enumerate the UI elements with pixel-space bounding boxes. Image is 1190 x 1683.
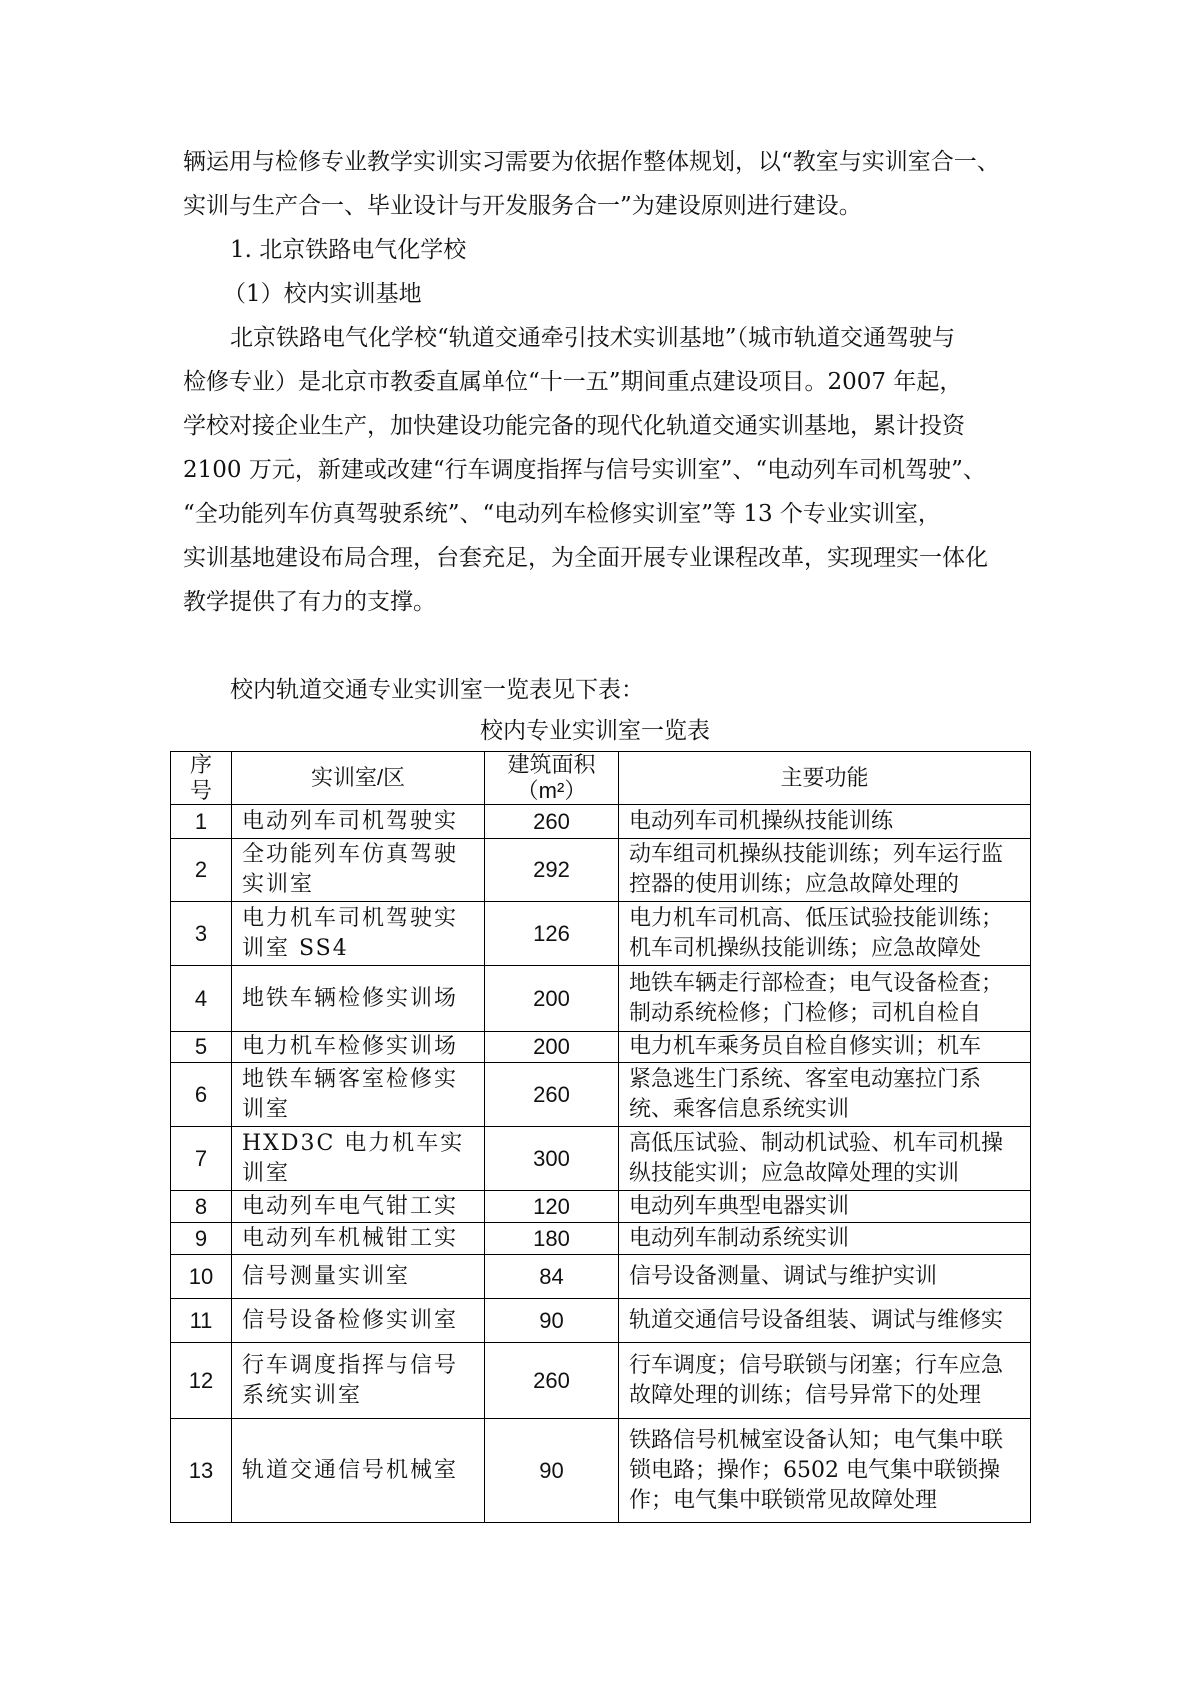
cell-no: 12 <box>171 1343 232 1419</box>
heading-school: 1. 北京铁路电气化学校 <box>230 237 467 263</box>
text-line: “全功能列车仿真驾驶系统”、“电动列车检修实训室”等 13 个专业实训室， <box>183 501 941 527</box>
cell-no: 9 <box>171 1223 232 1255</box>
body-paragraph <box>183 316 1019 624</box>
cell-area: 120 <box>485 1191 619 1223</box>
cell-no: 13 <box>171 1419 232 1523</box>
cell-function: 信号设备测量、调试与维护实训 <box>619 1255 1031 1299</box>
text-line: 实训基地建设布局合理，台套充足，为全面开展专业课程改革，实现理实一体化 <box>183 545 988 571</box>
text-line: 北京铁路电气化学校“轨道交通牵引技术实训基地”（城市轨道交通驾驶与 <box>230 325 956 351</box>
table-row <box>171 1223 1031 1255</box>
heading-training-base: （1）校内实训基地 <box>223 281 422 307</box>
cell-function: 电动列车典型电器实训 <box>619 1191 1031 1223</box>
table-row <box>171 1419 1031 1523</box>
text-line: 实训与生产合一、毕业设计与开发服务合一”为建设原则进行建设。 <box>183 193 862 219</box>
table-row <box>171 1063 1031 1127</box>
cell-function: 电力机车乘务员自检自修实训；机车 <box>619 1032 1031 1063</box>
training-room-table <box>170 751 1031 1523</box>
cell-name: 信号设备检修实训室 <box>232 1299 485 1343</box>
cell-no: 10 <box>171 1255 232 1299</box>
table-row <box>171 1299 1031 1343</box>
cell-area: 90 <box>485 1299 619 1343</box>
cell-function: 电动列车制动系统实训 <box>619 1223 1031 1255</box>
table-row <box>171 1032 1031 1063</box>
header-area: 建筑面积（m²） <box>485 752 619 805</box>
text-line: 检修专业）是北京市教委直属单位“十一五”期间重点建设项目。2007 年起， <box>183 369 963 395</box>
cell-function: 动车组司机操纵技能训练；列车运行监控器的使用训练；应急故障处理的 <box>619 839 1031 902</box>
table-row <box>171 1127 1031 1191</box>
cell-no: 4 <box>171 966 232 1032</box>
cell-function: 电动列车司机操纵技能训练 <box>619 805 1031 839</box>
cell-area: 126 <box>485 902 619 966</box>
cell-area: 260 <box>485 805 619 839</box>
cell-no: 6 <box>171 1063 232 1127</box>
header-no: 序号 <box>171 752 232 805</box>
cell-name: 电动列车机械钳工实 <box>232 1223 485 1255</box>
cell-no: 3 <box>171 902 232 966</box>
cell-area: 180 <box>485 1223 619 1255</box>
cell-name: 地铁车辆客室检修实训室 <box>232 1063 485 1127</box>
cell-no: 11 <box>171 1299 232 1343</box>
text-line: 2100 万元，新建或改建“行车调度指挥与信号实训室”、“电动列车司机驾驶”、 <box>183 457 986 483</box>
text-line: 学校对接企业生产，加快建设功能完备的现代化轨道交通实训基地，累计投资 <box>183 413 965 439</box>
cell-function: 轨道交通信号设备组装、调试与维修实 <box>619 1299 1031 1343</box>
header-name: 实训室/区 <box>232 752 485 805</box>
cell-name: 地铁车辆检修实训场 <box>232 966 485 1032</box>
cell-name: 全功能列车仿真驾驶实训室 <box>232 839 485 902</box>
cell-no: 2 <box>171 839 232 902</box>
table-intro: 校内轨道交通专业实训室一览表见下表： <box>230 677 644 703</box>
cell-area: 260 <box>485 1063 619 1127</box>
cell-area: 200 <box>485 1032 619 1063</box>
cell-no: 5 <box>171 1032 232 1063</box>
table-title: 校内专业实训室一览表 <box>480 718 710 744</box>
cell-no: 1 <box>171 805 232 839</box>
table-row <box>171 805 1031 839</box>
cell-area: 200 <box>485 966 619 1032</box>
cell-name: 轨道交通信号机械室 <box>232 1419 485 1523</box>
table-row <box>171 1191 1031 1223</box>
cell-function: 紧急逃生门系统、客室电动塞拉门系统、乘客信息系统实训 <box>619 1063 1031 1127</box>
cell-no: 7 <box>171 1127 232 1191</box>
cell-name: 电力机车检修实训场 <box>232 1032 485 1063</box>
cell-name: HXD3C 电力机车实训室 <box>232 1127 485 1191</box>
table-row <box>171 1255 1031 1299</box>
cell-function: 高低压试验、制动机试验、机车司机操纵技能实训；应急故障处理的实训 <box>619 1127 1031 1191</box>
table-row <box>171 966 1031 1032</box>
table-row <box>171 1343 1031 1419</box>
intro-paragraph <box>183 140 1019 228</box>
cell-name: 电力机车司机驾驶实训室 SS4 <box>232 902 485 966</box>
text-line: 教学提供了有力的支撑。 <box>183 589 436 615</box>
cell-no: 8 <box>171 1191 232 1223</box>
cell-name: 行车调度指挥与信号系统实训室 <box>232 1343 485 1419</box>
table-row <box>171 902 1031 966</box>
cell-area: 300 <box>485 1127 619 1191</box>
cell-area: 90 <box>485 1419 619 1523</box>
cell-name: 电动列车电气钳工实 <box>232 1191 485 1223</box>
cell-name: 电动列车司机驾驶实 <box>232 805 485 839</box>
text-line: 辆运用与检修专业教学实训实习需要为依据作整体规划，以“教室与实训室合一、 <box>183 149 1000 175</box>
cell-function: 地铁车辆走行部检查；电气设备检查；制动系统检修；门检修；司机自检自 <box>619 966 1031 1032</box>
cell-function: 行车调度；信号联锁与闭塞；行车应急故障处理的训练；信号异常下的处理 <box>619 1343 1031 1419</box>
cell-name: 信号测量实训室 <box>232 1255 485 1299</box>
cell-area: 292 <box>485 839 619 902</box>
cell-function: 铁路信号机械室设备认知；电气集中联锁电路；操作；6502 电气集中联锁操作；电气集中联锁常见故障处理 <box>619 1419 1031 1523</box>
cell-area: 260 <box>485 1343 619 1419</box>
cell-function: 电力机车司机高、低压试验技能训练；机车司机操纵技能训练；应急故障处 <box>619 902 1031 966</box>
table-header-row <box>171 752 1031 805</box>
cell-area: 84 <box>485 1255 619 1299</box>
header-function: 主要功能 <box>619 752 1031 805</box>
table-row <box>171 839 1031 902</box>
